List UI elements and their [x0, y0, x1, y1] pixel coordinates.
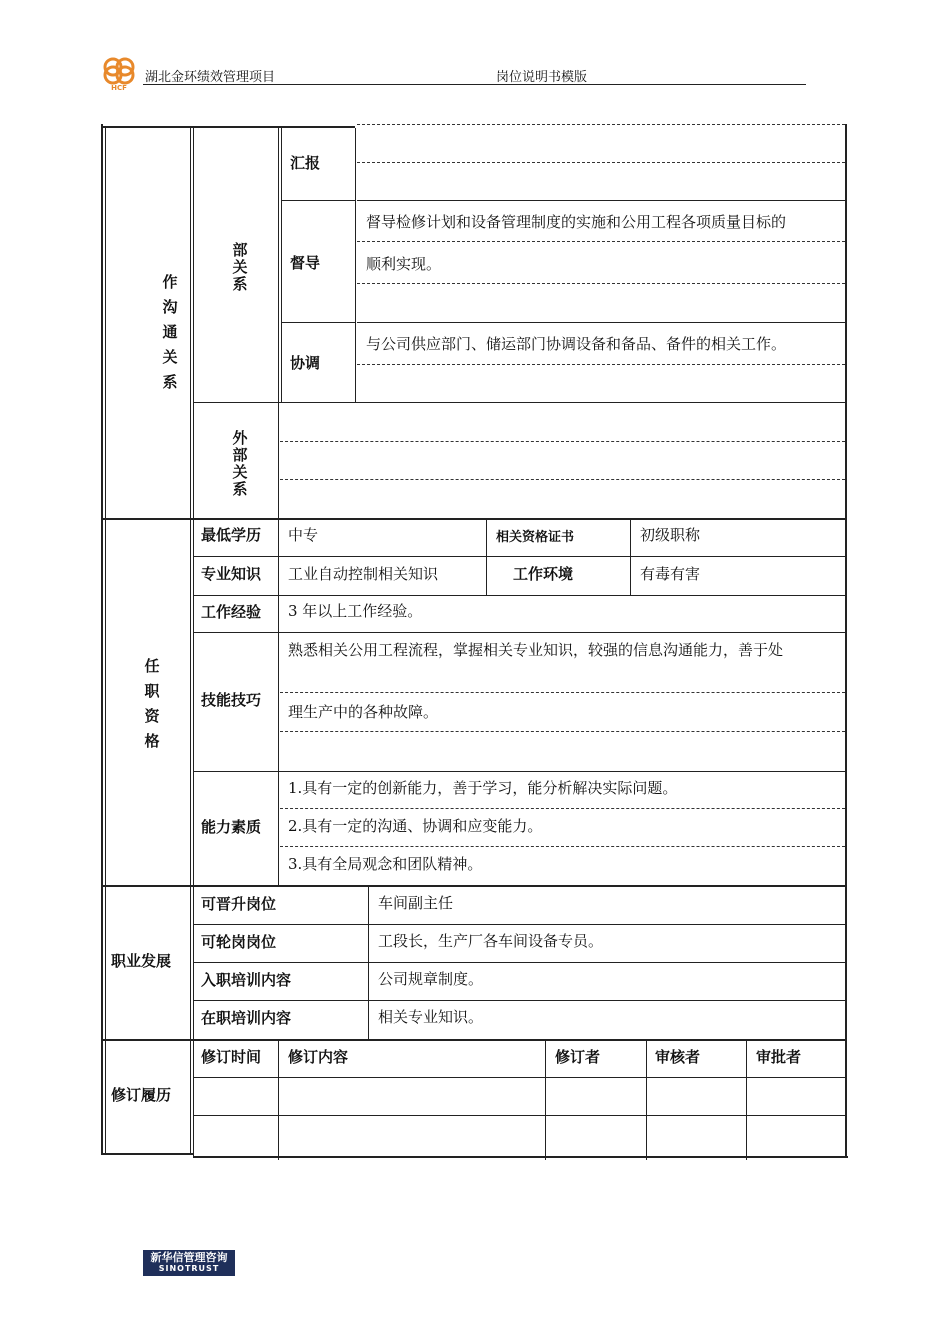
qual-section-label: 任职资格: [144, 657, 160, 750]
career-section-label: 职业发展: [111, 952, 172, 970]
ability-label: 能力素质: [201, 818, 262, 836]
inservice-value: 相关专业知识。: [378, 1008, 484, 1026]
revision-header-reviewer: 审核者: [655, 1048, 701, 1066]
ability-item-3: 3.具有全局观念和团队精神。: [288, 855, 483, 873]
inservice-label: 在职培训内容: [201, 1009, 292, 1027]
experience-label: 工作经验: [201, 603, 262, 621]
onboarding-label: 入职培训内容: [201, 971, 292, 989]
supervise-line-1: 督导检修计划和设备管理制度的实施和公用工程各项质量目标的: [366, 213, 787, 231]
header-rule: [143, 84, 806, 85]
supervise-label: 督导: [290, 254, 321, 272]
revision-header-reviser: 修订者: [555, 1048, 601, 1066]
footer-brand-cn: 新华信管理咨询: [150, 1251, 228, 1264]
revision-header-date: 修订时间: [201, 1048, 262, 1066]
coordinate-label: 协调: [290, 354, 321, 372]
education-label: 最低学历: [201, 526, 262, 544]
rotation-value: 工段长，生产厂各车间设备专员。: [378, 932, 604, 950]
external-relations-label: 外部关系: [232, 429, 248, 498]
revision-header-content: 修订内容: [288, 1048, 349, 1066]
skills-line-2: 理生产中的各种故障。: [288, 703, 439, 721]
report-label: 汇报: [290, 154, 321, 172]
internal-relations-label: 部关系: [232, 241, 248, 293]
knowledge-value: 工业自动控制相关知识: [288, 565, 439, 583]
revision-header-approver: 审批者: [756, 1048, 802, 1066]
company-logo: [100, 55, 138, 91]
environment-label: 工作环境: [513, 565, 574, 583]
certificate-value: 初级职称: [640, 526, 701, 544]
supervise-line-2: 顺利实现。: [366, 255, 442, 273]
environment-value: 有毒有害: [640, 565, 701, 583]
ability-item-1: 1.具有一定的创新能力，善于学习，能分析解决实际问题。: [288, 779, 678, 797]
rotation-label: 可轮岗岗位: [201, 933, 277, 951]
header-company: 湖北金环绩效管理项目: [145, 70, 276, 85]
footer-brand-logo: [143, 1250, 235, 1276]
ability-item-2: 2.具有一定的沟通、协调和应变能力。: [288, 817, 543, 835]
onboarding-value: 公司规章制度。: [378, 970, 484, 988]
promotion-label: 可晋升岗位: [201, 895, 277, 913]
header-doc-title: 岗位说明书模版: [496, 70, 588, 85]
experience-value: 3 年以上工作经验。: [288, 602, 423, 620]
education-value: 中专: [288, 526, 319, 544]
skills-label: 技能技巧: [201, 691, 262, 709]
footer-brand-en: SINOTRUST: [158, 1264, 220, 1273]
logo-text: HCF: [111, 84, 127, 91]
certificate-label: 相关资格证书: [496, 530, 575, 545]
knowledge-label: 专业知识: [201, 565, 262, 583]
promotion-value: 车间副主任: [378, 894, 454, 912]
skills-line-1: 熟悉相关公用工程流程，掌握相关专业知识，较强的信息沟通能力，善于处: [288, 641, 784, 659]
revision-section-label: 修订履历: [111, 1086, 172, 1104]
comm-section-label: 作沟通关系: [162, 273, 178, 391]
coordinate-line-1: 与公司供应部门、储运部门协调设备和备品、备件的相关工作。: [366, 335, 787, 353]
